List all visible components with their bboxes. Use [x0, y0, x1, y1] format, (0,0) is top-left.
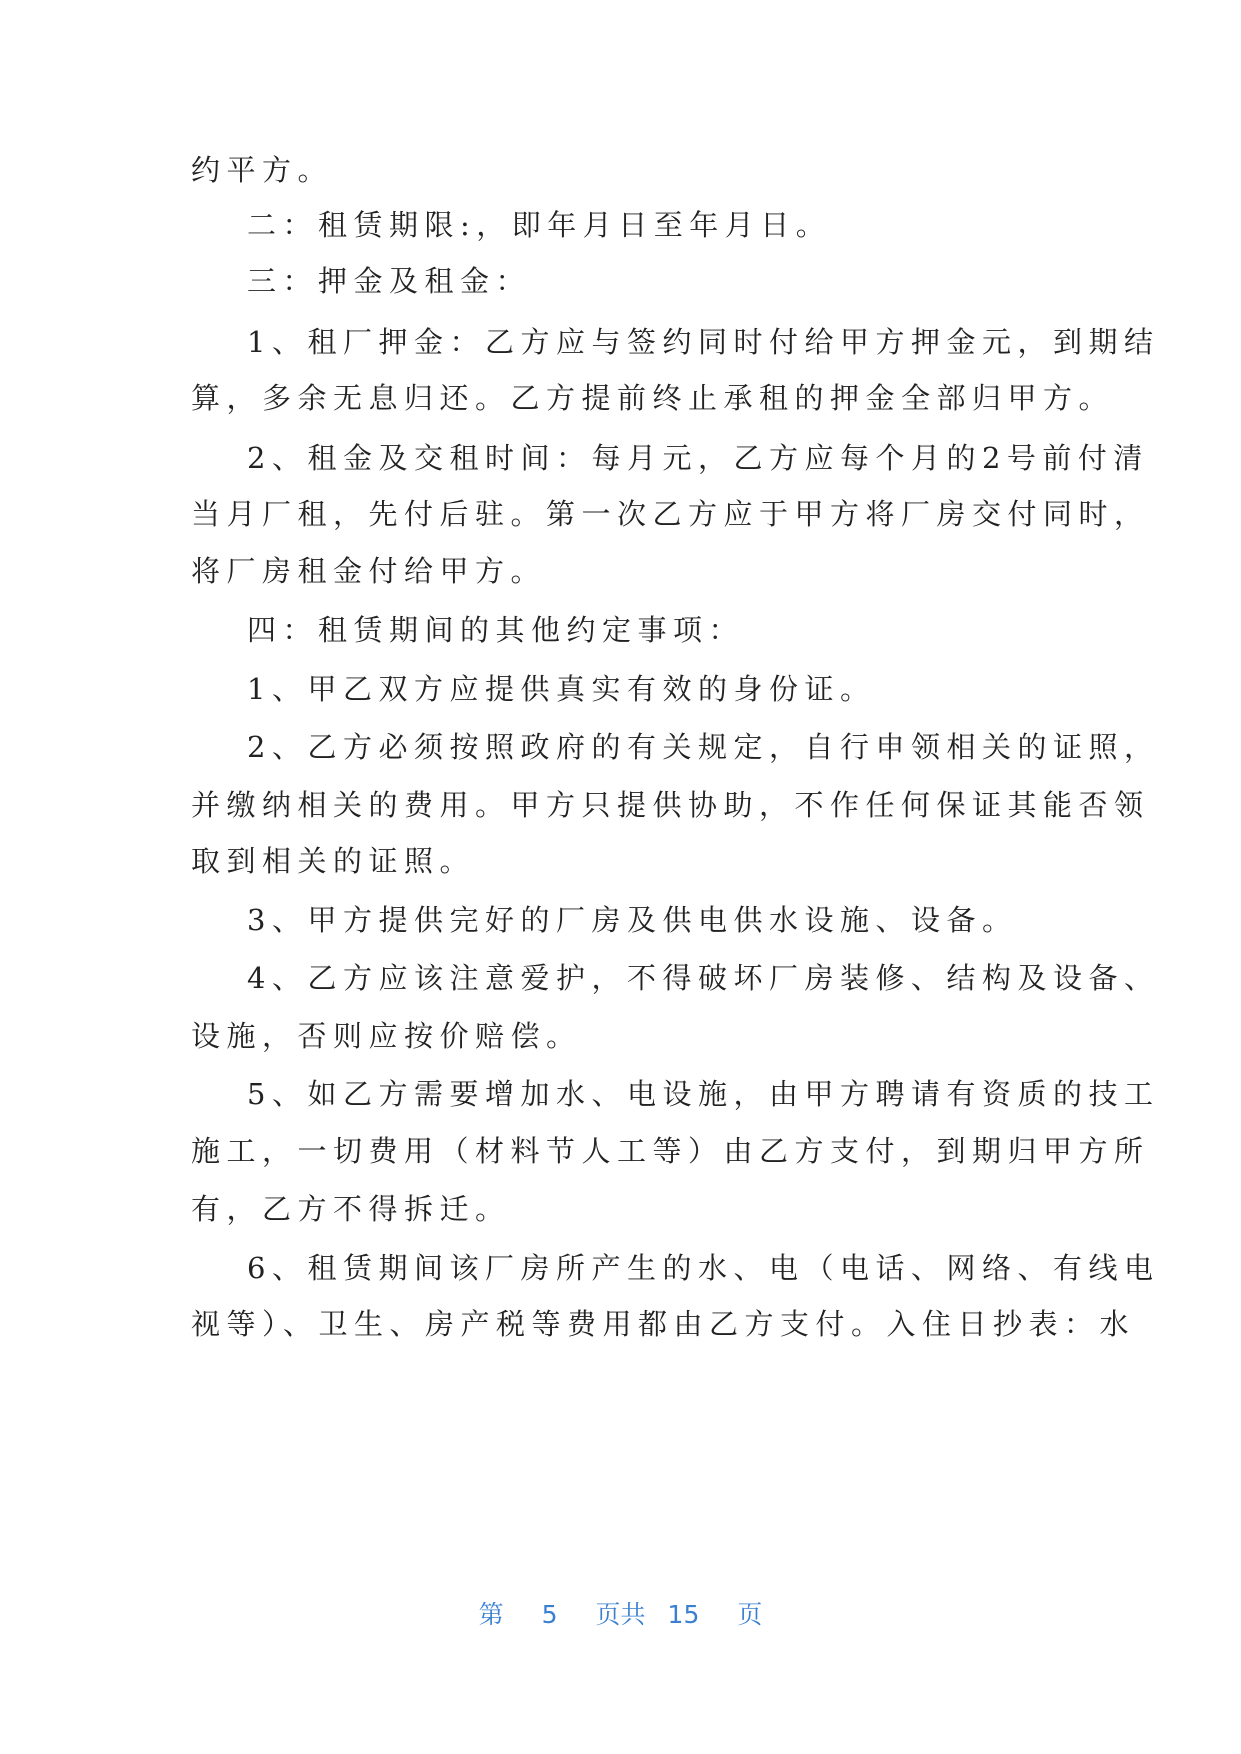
section-heading-deposit-rent: 三：押金及租金： [247, 264, 532, 298]
text-line-5: 算，多余无息归还。乙方提前终止承租的押金全部归甲方。 [191, 381, 1115, 415]
footer-page-suffix: 页 [737, 1600, 763, 1629]
page-footer [0, 1598, 1241, 1632]
section-heading-lease-term: 二：租赁期限:，即年月日至年月日。 [247, 208, 832, 242]
text-line-18: 施工，一切费用（材料节人工等）由乙方支付，到期归甲方所 [191, 1134, 1150, 1168]
text-line-16: 设施，否则应按价赔偿。 [191, 1019, 582, 1053]
footer-current-page: 5 [541, 1600, 558, 1629]
text-line-13: 取到相关的证照。 [191, 844, 476, 878]
text-line-19: 有，乙方不得拆迁。 [191, 1192, 511, 1226]
text-line-11: 2、乙方必须按照政府的有关规定，自行申领相关的证照， [247, 730, 1160, 764]
text-line-17: 5、如乙方需要增加水、电设施，由甲方聘请有资质的技工 [247, 1077, 1160, 1111]
text-line-7: 当月厂租，先付后驻。第一次乙方应于甲方将厂房交付同时， [191, 497, 1150, 531]
footer-total-pages: 15 [667, 1600, 700, 1629]
text-line-1: 约平方。 [191, 153, 334, 187]
section-heading-other-terms: 四：租赁期间的其他约定事项： [247, 613, 745, 647]
footer-page-mid: 页共 [595, 1600, 646, 1629]
text-line-10: 1、甲乙双方应提供真实有效的身份证。 [247, 672, 876, 706]
text-line-8: 将厂房租金付给甲方。 [191, 554, 547, 588]
text-line-4: 1、租厂押金：乙方应与签约同时付给甲方押金元，到期结 [247, 325, 1160, 359]
text-line-14: 3、甲方提供完好的厂房及供电供水设施、设备。 [247, 903, 1018, 937]
text-line-20: 6、租赁期间该厂房所产生的水、电（电话、网络、有线电 [247, 1251, 1160, 1285]
text-line-6: 2、租金及交租时间：每月元，乙方应每个月的2号前付清 [247, 441, 1149, 475]
footer-page-prefix: 第 [478, 1600, 504, 1629]
text-line-15: 4、乙方应该注意爱护，不得破坏厂房装修、结构及设备、 [247, 961, 1160, 995]
text-line-12: 并缴纳相关的费用。甲方只提供协助，不作任何保证其能否领 [191, 788, 1150, 822]
text-line-21: 视等）、卫生、房产税等费用都由乙方支付。入住日抄表：水 [191, 1307, 1136, 1341]
